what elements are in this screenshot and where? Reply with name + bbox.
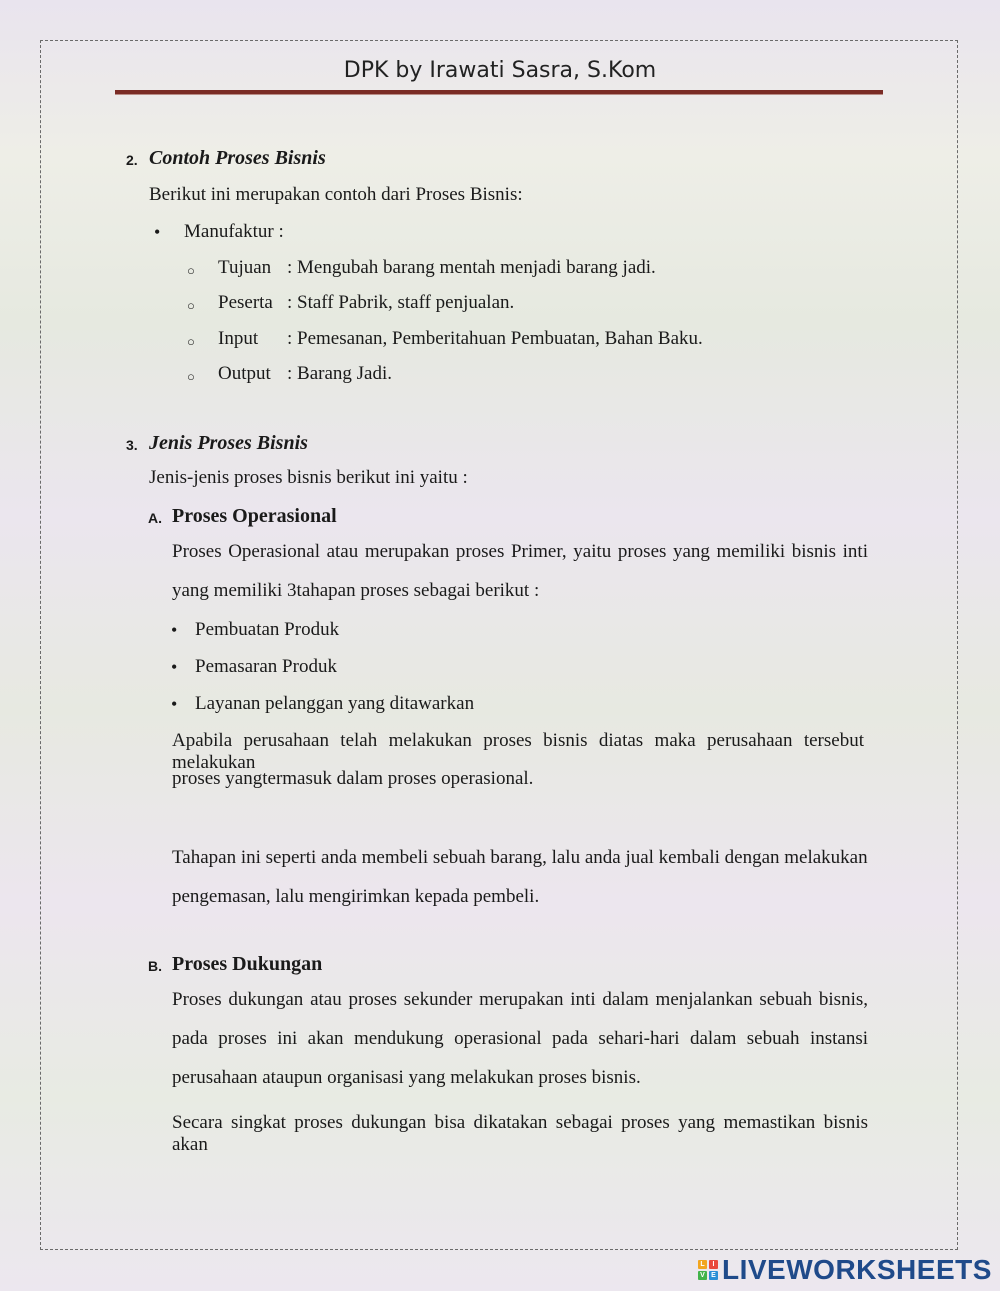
bullet-icon: • xyxy=(171,694,178,714)
sub-a-bullet-3: Layanan pelanggan yang ditawarkan xyxy=(195,693,475,714)
section-2-number: 2. xyxy=(126,152,138,168)
sub-a-letter: A. xyxy=(148,510,162,526)
sub-b-para1-line2: pada proses ini akan mendukung operasional pada sehari-hari dalam sebuah instansi xyxy=(172,1028,868,1049)
sub-b-para1-line1: Proses dukungan atau proses sekunder merupakan inti dalam menjalankan sebuah bisnis, xyxy=(172,989,868,1010)
header-rule xyxy=(115,90,883,95)
item-value-tujuan: : Mengubah barang mentah menjadi barang jadi. xyxy=(287,257,656,278)
sub-a-para1-line2: yang memiliki 3tahapan proses sebagai berikut : xyxy=(172,580,540,601)
section-3-heading: Jenis Proses Bisnis xyxy=(149,432,308,454)
sub-b-letter: B. xyxy=(148,958,162,974)
circle-bullet-icon: ○ xyxy=(187,334,195,349)
liveworksheets-blocks-icon: L I V E xyxy=(698,1260,718,1280)
sub-a-para3-line1: Tahapan ini seperti anda membeli sebuah barang, lalu anda jual kembali dengan melakukan xyxy=(172,847,868,868)
item-value-peserta: : Staff Pabrik, staff penjualan. xyxy=(287,292,515,313)
sub-a-para3-line2: pengemasan, lalu mengirimkan kepada pembeli. xyxy=(172,886,540,907)
sub-a-para2-line2: proses yangtermasuk dalam proses operasional. xyxy=(172,768,534,789)
circle-bullet-icon: ○ xyxy=(187,298,195,313)
sub-a-para2-line1: Apabila perusahaan telah melakukan proses bisnis diatas maka perusahaan tersebut melakukan xyxy=(172,730,864,773)
sub-b-para2-line1: Secara singkat proses dukungan bisa dikatakan sebagai proses yang memastikan bisnis akan xyxy=(172,1112,868,1155)
item-value-output: : Barang Jadi. xyxy=(287,363,393,384)
sub-b-heading: Proses Dukungan xyxy=(172,953,323,975)
circle-bullet-icon: ○ xyxy=(187,263,195,278)
liveworksheets-logo xyxy=(698,1255,992,1285)
bullet-icon: • xyxy=(171,657,178,677)
item-label-input: Input xyxy=(218,328,259,349)
liveworksheets-wordmark: LIVEWORKSHEETS xyxy=(722,1254,992,1285)
item-value-input: : Pemesanan, Pemberitahuan Pembuatan, Bahan Baku. xyxy=(287,328,703,349)
item-label-peserta: Peserta xyxy=(218,292,273,313)
section-2-intro: Berikut ini merupakan contoh dari Proses Bisnis: xyxy=(149,184,523,205)
sub-a-heading: Proses Operasional xyxy=(172,505,337,527)
section-3-number: 3. xyxy=(126,437,138,453)
circle-bullet-icon: ○ xyxy=(187,369,195,384)
item-label-tujuan: Tujuan xyxy=(218,257,272,278)
sub-a-para1-line1: Proses Operasional atau merupakan proses Primer, yaitu proses yang memiliki bisnis inti xyxy=(172,541,868,562)
bullet-icon: • xyxy=(154,222,161,242)
section-2-heading: Contoh Proses Bisnis xyxy=(149,147,326,169)
manufaktur-label: Manufaktur : xyxy=(184,221,284,242)
sub-b-para1-line3: perusahaan ataupun organisasi yang melakukan proses bisnis. xyxy=(172,1067,641,1088)
sub-a-bullet-2: Pemasaran Produk xyxy=(195,656,337,677)
page-header-title: DPK by Irawati Sasra, S.Kom xyxy=(343,58,657,83)
bullet-icon: • xyxy=(171,620,178,640)
item-label-output: Output xyxy=(218,363,271,384)
sub-a-bullet-1: Pembuatan Produk xyxy=(195,619,340,640)
section-3-intro: Jenis-jenis proses bisnis berikut ini yaitu : xyxy=(149,467,468,488)
